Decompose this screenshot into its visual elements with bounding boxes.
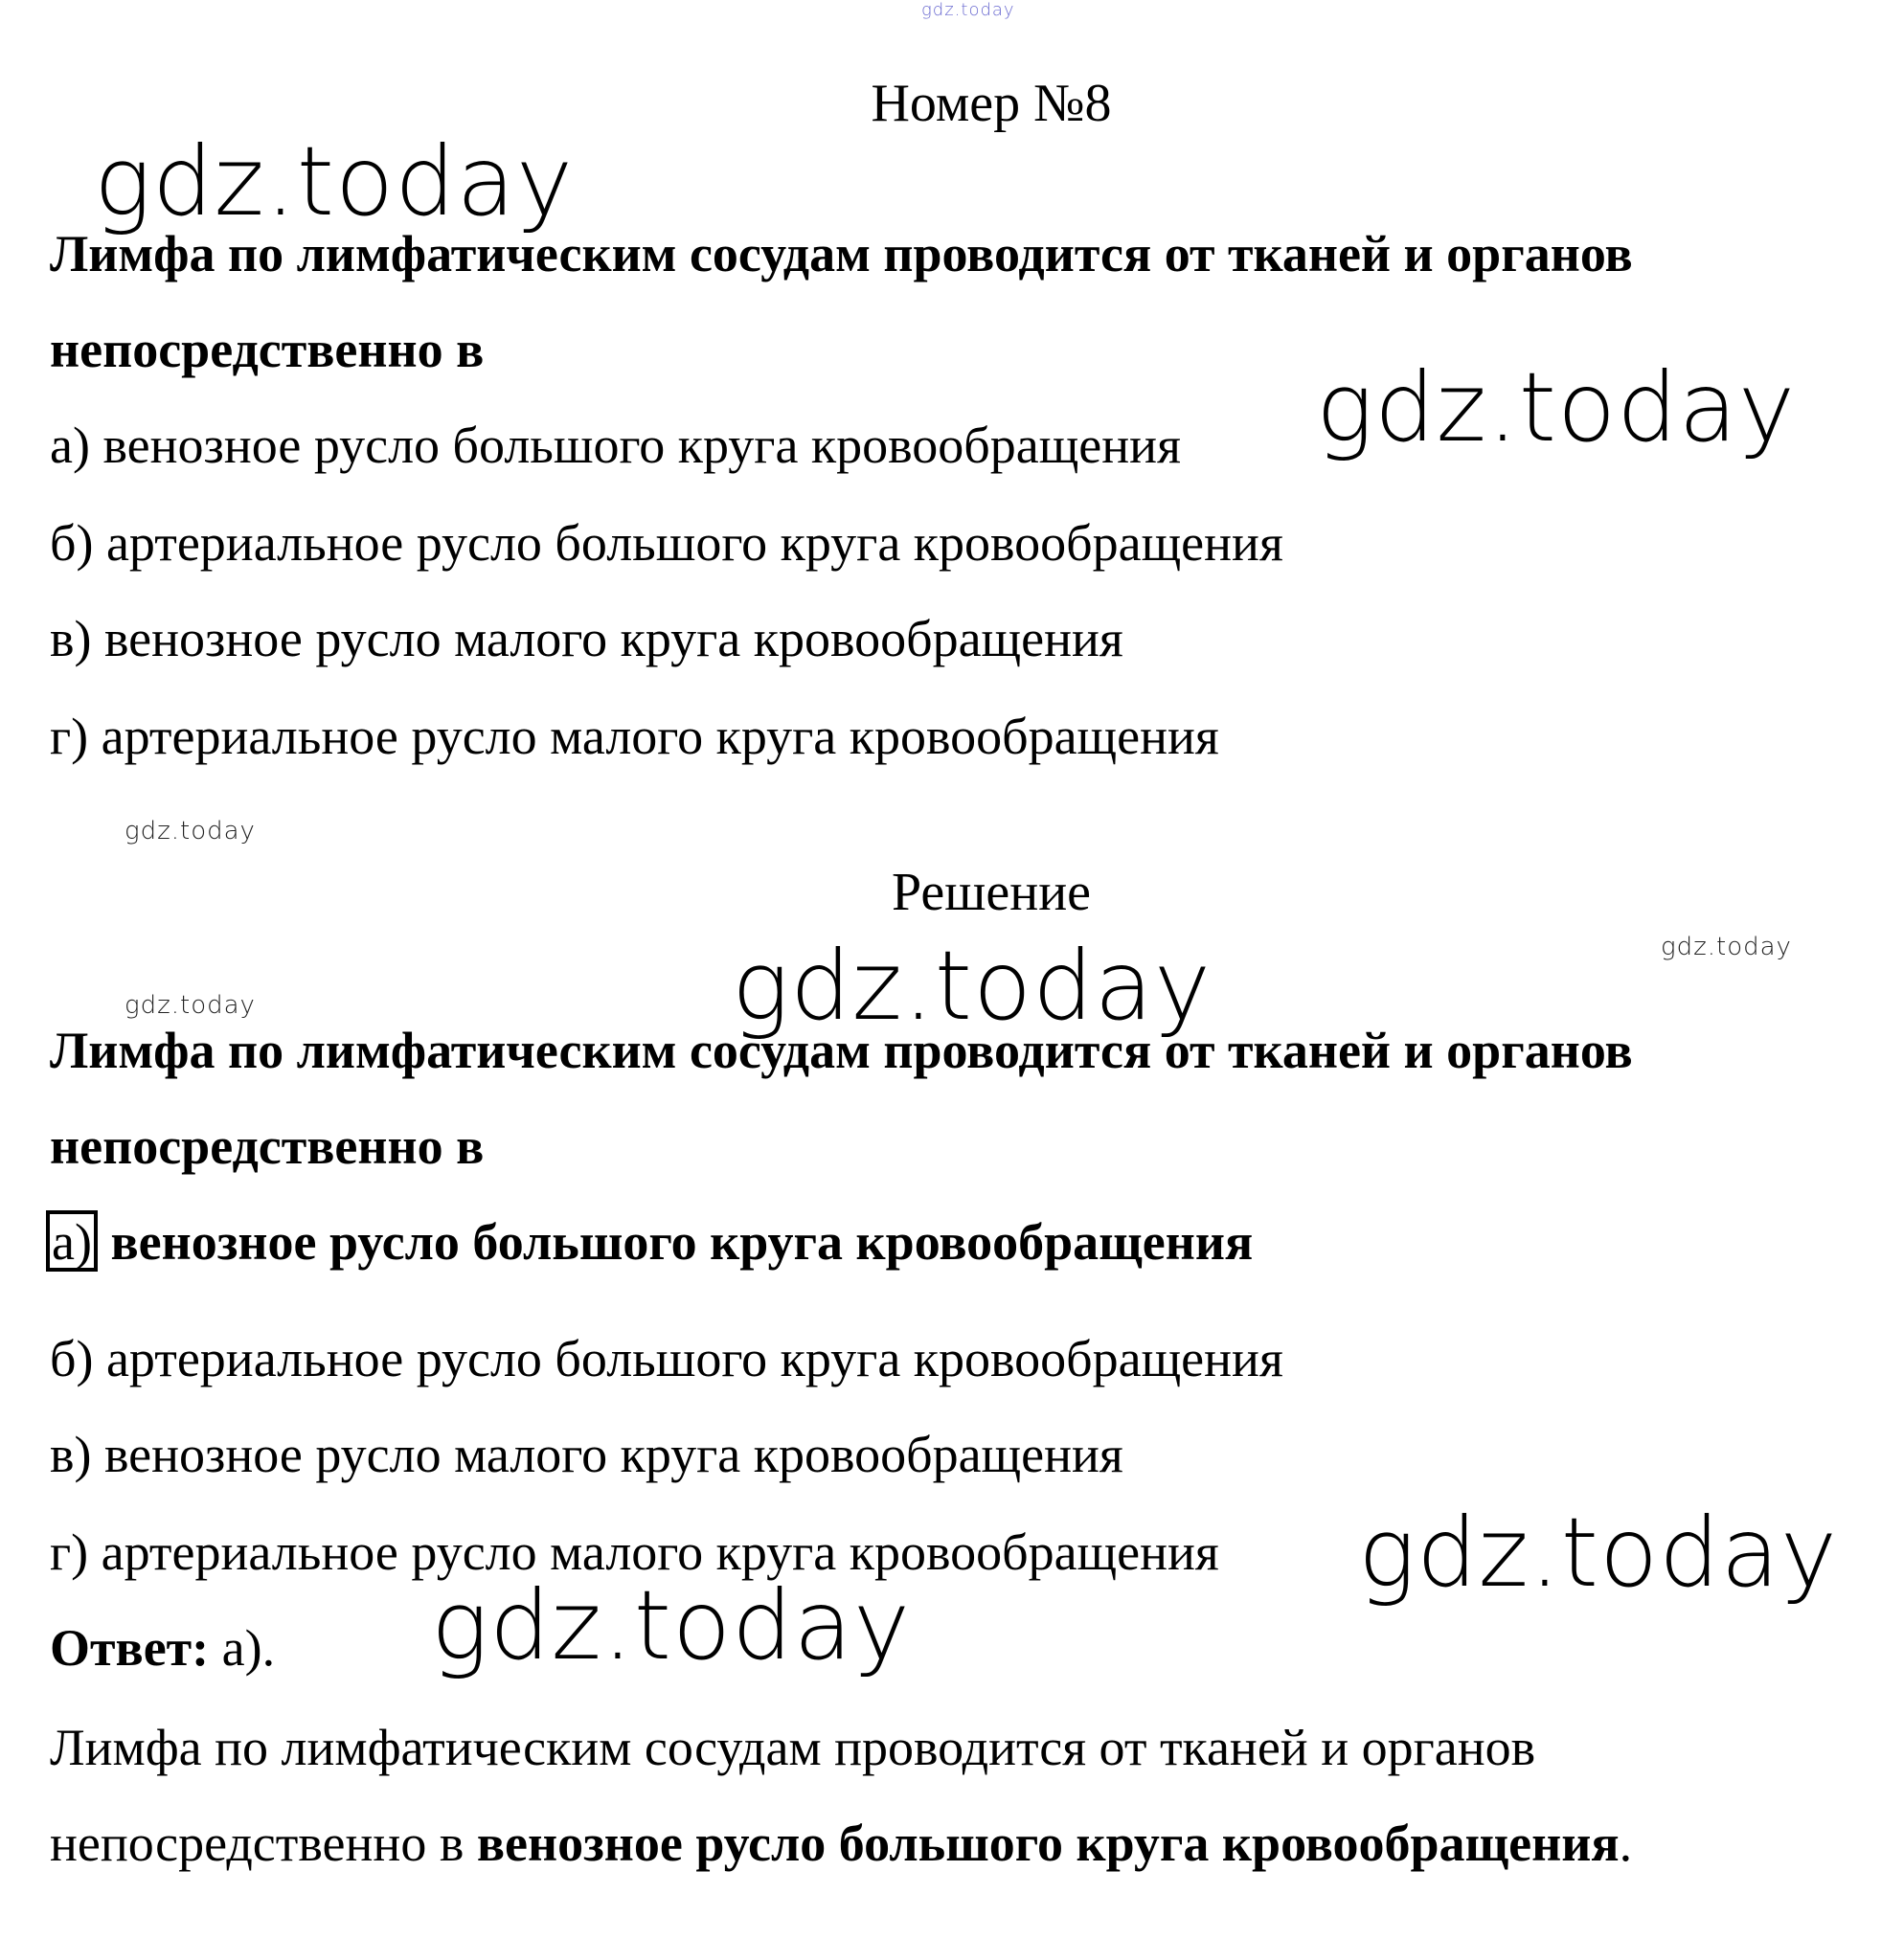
watermark-5: gdz.today (431, 1569, 912, 1681)
watermark-2: gdz.today (1316, 351, 1797, 463)
explanation-line-1: Лимфа по лимфатическим сосудам проводится от тканей и органов (50, 1719, 1536, 1776)
option-label: б) (50, 1330, 94, 1387)
question-option-d (50, 708, 1219, 765)
explanation-line-2 (50, 1815, 1633, 1872)
solution-question-line-1: Лимфа по лимфатическим сосудам проводится от тканей и органов (50, 1022, 1633, 1079)
answer-value: а). (221, 1619, 276, 1677)
option-text: венозное русло большого круга кровообращения (102, 417, 1181, 474)
option-text: артериальное русло большого круга кровообращения (105, 1330, 1283, 1387)
option-label: а) (50, 417, 90, 474)
answer-line (50, 1619, 276, 1677)
explanation-end: . (1619, 1815, 1633, 1872)
solution-question-line-2: непосредственно в (50, 1117, 485, 1175)
option-text: венозное русло малого круга кровообращения (103, 610, 1123, 667)
option-label: г) (50, 708, 89, 765)
solution-option-d (50, 1523, 1219, 1581)
explanation-bold: венозное русло большого круга кровообращения (476, 1815, 1620, 1872)
answer-label: Ответ: (50, 1619, 210, 1677)
solution-title: Решение (891, 863, 1092, 922)
question-line-2: непосредственно в (50, 321, 485, 378)
option-text: венозное русло большого круга кровообращения (110, 1213, 1254, 1271)
watermark-small-1: gdz.today (125, 817, 256, 845)
option-text: артериальное русло большого круга кровообращения (105, 514, 1283, 572)
option-label: г) (50, 1523, 89, 1581)
option-text: артериальное русло малого круга кровообращения (101, 1523, 1219, 1581)
watermark-3: gdz.today (732, 930, 1213, 1042)
question-line-1: Лимфа по лимфатическим сосудам проводится от тканей и органов (50, 225, 1633, 282)
option-text: артериальное русло малого круга кровообращения (101, 708, 1219, 765)
solution-option-c (50, 1426, 1123, 1483)
question-option-b (50, 514, 1283, 572)
option-label: б) (50, 514, 94, 572)
watermark-1: gdz.today (94, 125, 575, 237)
question-option-c (50, 610, 1123, 667)
explanation-plain: непосредственно в (50, 1815, 477, 1872)
selected-answer-box: а) (46, 1210, 98, 1272)
solution-option-b (50, 1330, 1283, 1387)
option-text: венозное русло малого круга кровообращения (103, 1426, 1123, 1483)
question-option-a (50, 417, 1181, 474)
watermark-small-2: gdz.today (1661, 933, 1792, 961)
page-title: Номер №8 (871, 74, 1112, 133)
solution-option-a (50, 1210, 1253, 1272)
option-label: в) (50, 610, 92, 667)
watermark-small-3: gdz.today (125, 991, 256, 1020)
watermark-top: gdz.today (921, 0, 1015, 20)
option-label: в) (50, 1426, 92, 1483)
watermark-4: gdz.today (1358, 1497, 1839, 1609)
